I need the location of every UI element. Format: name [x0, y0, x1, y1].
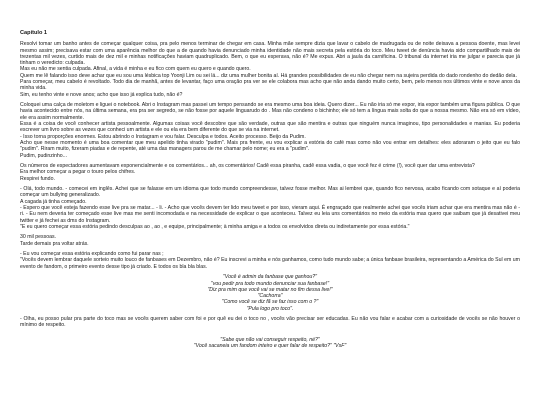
paragraph: Resolvi tomar um banho antes de começar qualquer coisa, pra pelo menos terminar de chegar em casa. Minha mãe sempre dizia que lavar o cabelo de madrugada ou de noite deixava a pessoa doente, mas levei mesmo assim; precisava estar com uma aparência melhor do que a de quando havia denunciado minha identidade não mais secreta pela estória do toco. Meu tweet de denúncia havia sido compartilhado mais de trezentas mil vezes, curtido mais de dez mil e minhas notificações haviam quadruplicado. Bem, o que eu esperava, não é? Me expus. Abri a jaula da carnificina. O tribunal da internet iria me julgar e parecia que já tinham o veredicto: culpada. [20, 41, 520, 67]
paragraph: Tarde demais pra voltar atrás. [20, 240, 89, 247]
paragraph: Quem me lê falando isso deve achar que eu sou uma lésbica top Yoonji Lim ou sei lá... diz uma mulher bonita aí. Há grandes possibilidades de eu não chegar nem na sujeira perdida do dado rondenho do dedão dela. [20, 72, 517, 79]
paragraph: Os números de espectadores aumentavam exponencialmente e os comentários... ah, os comentários! Cadê essa piranha, cadê essa vadia, o que você fez é crime (!), você quer dar uma entrevista? [20, 163, 475, 170]
quoted-comment: "Como você se diz fã se faz isso com o ?" [221, 299, 319, 306]
quoted-comment: "Pula logo pro toco". [246, 305, 294, 312]
paragraph: Sim, eu tenho vinte e nove anos; acho que isso já explica tudo, não é? [20, 91, 183, 98]
paragraph: Essa é a coisa de você conhecer artista pessoalmente. Algumas coisas você descobre que são verdade, outras que são mentira e outras que ninguém nunca imaginou, tipo personalidades e manias. Eu poderia escrever um livro sobre as vezes que conheci um artista e ele ou ela era bem diferente do que se via na internet. [20, 121, 520, 134]
paragraph: - Olá, todo mundo. - comecei em inglês. Achei que se falasse em um idioma que todo mundo compreendesse, talvez fosse melhor. Mas ai lembrei que, quando fico nervosa, acabo ficando com sotaque e aí poderia começar um bullying generalizado. [20, 186, 520, 199]
paragraph: Para começar, meu cabelo é revoltado. Todo dia de manhã, antes de levantar, faço uma oração pra ver se ele colabora mas acho que não anda dando muito certo, bem, pelo menos nos últimos vinte e nove anos da minha vida. [20, 79, 520, 92]
paragraph: Coloquei uma calça de moletom e liguei o notebook. Abri o Instagram mas passei um tempo pensando se era mesmo uma boa ideia. Quero dizer... Eu não iria só me expor, iria expor também uma figura pública. O que havia acontecido entre nós, na última semana, era pra ser segredo, se não fosse por aquele linguarudo do . Mas não condeno o bichinho; ele só tem a língua mais solta do que a nossa mesmo. Não era só em vídeo, ele era assim normalmente. [20, 102, 520, 121]
quoted-comment: "Você é admin da fanbase que ganhou?" [222, 274, 318, 281]
paragraph: Respirei fundo. [20, 175, 55, 182]
quoted-comment: "Você sacaneia um fandom inteiro e quer falar de respeito?" "VsF" [193, 343, 347, 350]
chapter-heading: Capítulo 1 [20, 30, 48, 36]
paragraph: - Eu vou começar essa estória explicando como fui parar nas ; [20, 251, 164, 258]
paragraph: 30 mil pessoas. [20, 234, 57, 241]
paragraph: Era melhor começar a pegar o touro pelos chifres. [20, 169, 136, 176]
quoted-comment: "Diz pra mim que você vai se matar no fim dessa live!" [207, 286, 333, 293]
paragraph: - Isso torna proporções enormes. Estou abrindo o Instagram e vou falar. Desculpa e todos. Aceito processo. Beijo da Pudim. [20, 133, 306, 140]
paragraph: "E eu quero começar essa estória pedindo desculpas ao , ao , e equipe, principalmente; à minha amiga e a todos os envolvidos direta ou indiretamente por essa estória." [20, 223, 410, 230]
paragraph: - Olha, eu posso pular pra parte do toco mas se vocês querem saber com foi e por quê eu dei o toco no , vocês vão precisar ser educadas. Eu não vou falar e acabar com a curiosidade de vocês se não houver o mínimo de respeito. [20, 316, 520, 329]
chapter-body [20, 41, 520, 349]
quoted-comment: "vou pedir pra todo mundo denunciar sua fanbase!" [210, 280, 330, 287]
paragraph: Mas eu não me sentia culpada. Afinal, a vida é minha e eu fico com quem eu quero e quando quero. [20, 66, 251, 73]
paragraph: A cagada já tinha começado. [20, 198, 87, 205]
quoted-comment: "Cachorra" [257, 293, 283, 300]
paragraph: Pudim, pudinzinho... [20, 152, 68, 159]
paragraph: "Vocês devem lembrar daquele sorteio muito louco de fanbases em Dezembro, não é? Eu inscrevi a minha e nós ganhamos, como tudo mundo sabe; a única fanbase brasileira, representando a América do Sul em um evento de fandom, o primeiro evento desse tipo já criado. E todos os bla bla blas. [20, 257, 520, 270]
quoted-comment: "Sabe que não vai conseguir respeito, né?" [220, 337, 320, 344]
paragraph: - Espero que você esteja fazendo esse live pra se matar... - li. - Acho que vocês devem ter lido meu tweet e por isso, vieram aqui. É engraçado que realmente achei que vocês iriam achar que era mentira mas não é - ri. - Eu nem deveria ter começado esse live mas me senti incomodada e na necessidade de explicar o que aconteceu. Talvez eu leia uns comentários no meio da estória mas quero que saibam que já desativei meu twitter e já fechei as dms do Instagram. [20, 204, 520, 224]
paragraph: Acho que nesse momento é uma boa comentar que meu apelido tinha virado "pudim". Mais pra frente, eu vou explicar a estória do café mas como não vou entrar em detalhes: eles adoraram o jeito que eu falo "pudim". Riram muito, fizeram piadas e de repente, até uma das managers parou de me chamar pelo nome; eu era a "pudim". [20, 139, 520, 153]
